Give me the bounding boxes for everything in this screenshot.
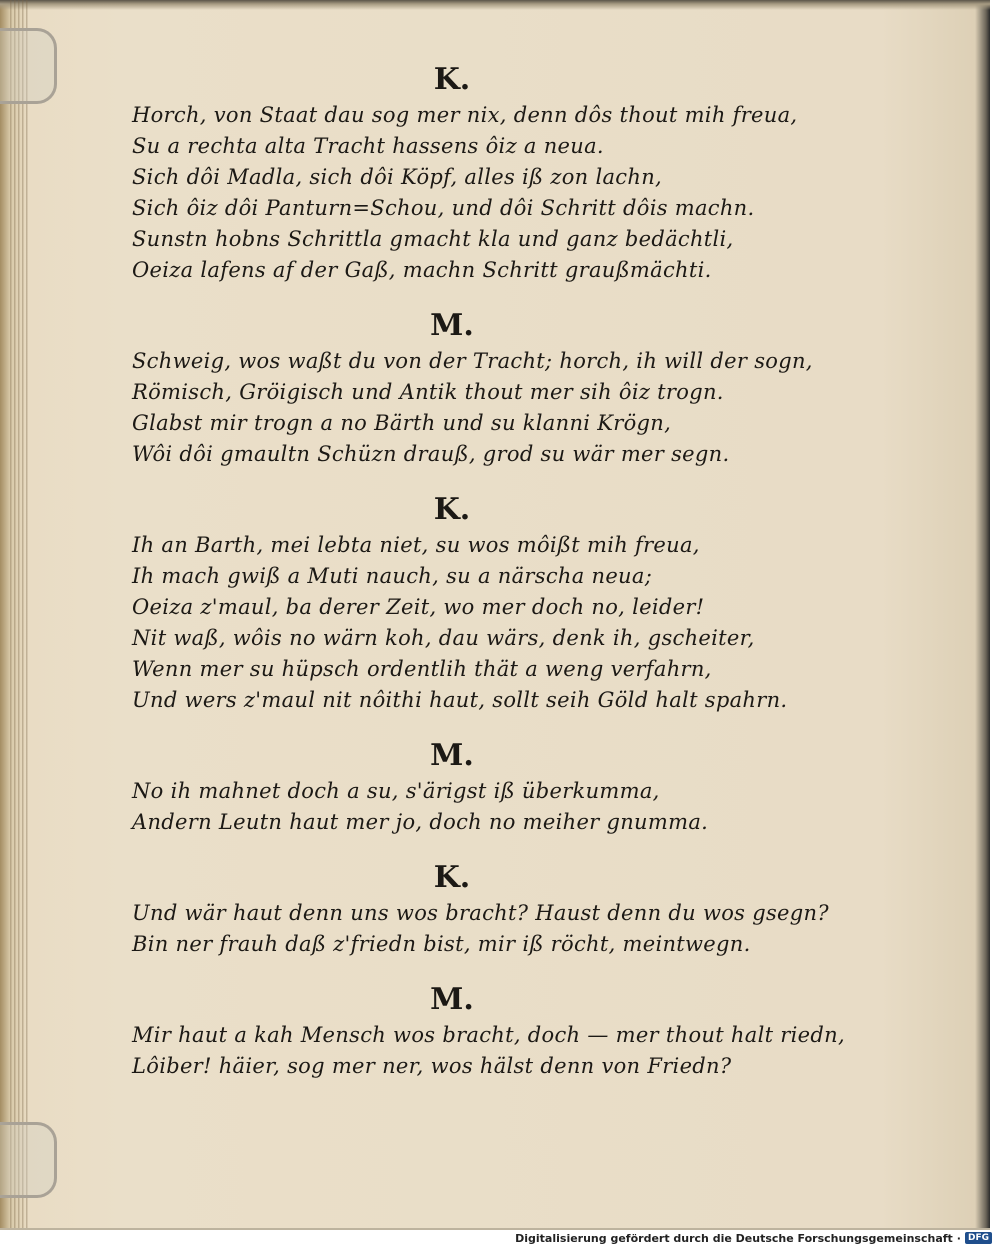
verse-line: Andern Leutn haut mer jo, doch no meiher gnumma.	[132, 810, 709, 834]
credit-text: Digitalisierung gefördert durch die Deutsche Forschungsgemeinschaft	[515, 1231, 953, 1245]
verse-line: Oeiza lafens af der Gaß, machn Schritt graußmächti.	[132, 258, 712, 282]
poem-text	[132, 60, 845, 1082]
verse-line: Oeiza z'maul, ba derer Zeit, wo mer doch no, leider!	[132, 595, 705, 619]
verse-line: Sich ôiz dôi Panturn=Schou, und dôi Schritt dôis machn.	[132, 196, 755, 220]
page-top-shadow	[0, 0, 990, 10]
verse-line: No ih mahnet doch a su, s'ärigst iß überkumma,	[132, 779, 660, 803]
verse-line: Römisch, Gröigisch und Antik thout mer sih ôiz trogn.	[132, 380, 724, 404]
verse-line: Glabst mir trogn a no Bärth und su klanni Krögn,	[132, 411, 672, 435]
speaker-heading: K.	[433, 860, 471, 895]
verse-line: Lôiber! häier, sog mer ner, wos hälst denn von Friedn?	[132, 1054, 732, 1078]
verse-line: Horch, von Staat dau sog mer nix, denn dôs thout mih freua,	[132, 103, 798, 127]
speaker-heading: M.	[430, 738, 474, 773]
speaker-heading: K.	[433, 62, 471, 97]
speaker-heading: K.	[433, 492, 471, 527]
verse-line: Bin ner frauh daß z'friedn bist, mir iß röcht, meintwegn.	[132, 932, 751, 956]
verse-line: Wenn mer su hüpsch ordentlih thät a weng verfahrn,	[132, 657, 712, 681]
verse-line: Su a rechta alta Tracht hassens ôiz a neua.	[132, 134, 604, 158]
verse-line: Und wers z'maul nit nôithi haut, sollt seih Göld halt spahrn.	[132, 688, 788, 712]
verse-line: Schweig, wos waßt du von der Tracht; horch, ih will der sogn,	[132, 349, 813, 373]
page-clip-bottom	[0, 1122, 57, 1198]
verse-line: Sich dôi Madla, sich dôi Köpf, alles iß zon lachn,	[132, 165, 662, 189]
speaker-heading: M.	[430, 982, 474, 1017]
verse-line: Mir haut a kah Mensch wos bracht, doch — mer thout halt riedn,	[132, 1023, 845, 1047]
page-clip-top	[0, 28, 57, 104]
page-gutter	[10, 0, 28, 1228]
dfg-logo-icon: DFG	[965, 1232, 992, 1244]
speaker-heading: M.	[430, 308, 474, 343]
verse-line: Wôi dôi gmaultn Schüzn drauß, grod su wär mer segn.	[132, 442, 730, 466]
verse-line: Ih an Barth, mei lebta niet, su wos môißt mih freua,	[132, 533, 700, 557]
verse-line: Nit waß, wôis no wärn koh, dau wärs, denk ih, gscheiter,	[132, 626, 755, 650]
verse-line: Und wär haut denn uns wos bracht? Haust denn du wos gsegn?	[132, 901, 829, 925]
digitization-credit: Digitalisierung gefördert durch die Deutsche Forschungsgemeinschaft · DFG	[515, 1230, 992, 1246]
verse-line: Ih mach gwiß a Muti nauch, su a närscha neua;	[132, 564, 653, 588]
verse-line: Sunstn hobns Schrittla gmacht kla und ganz bedächtli,	[132, 227, 734, 251]
